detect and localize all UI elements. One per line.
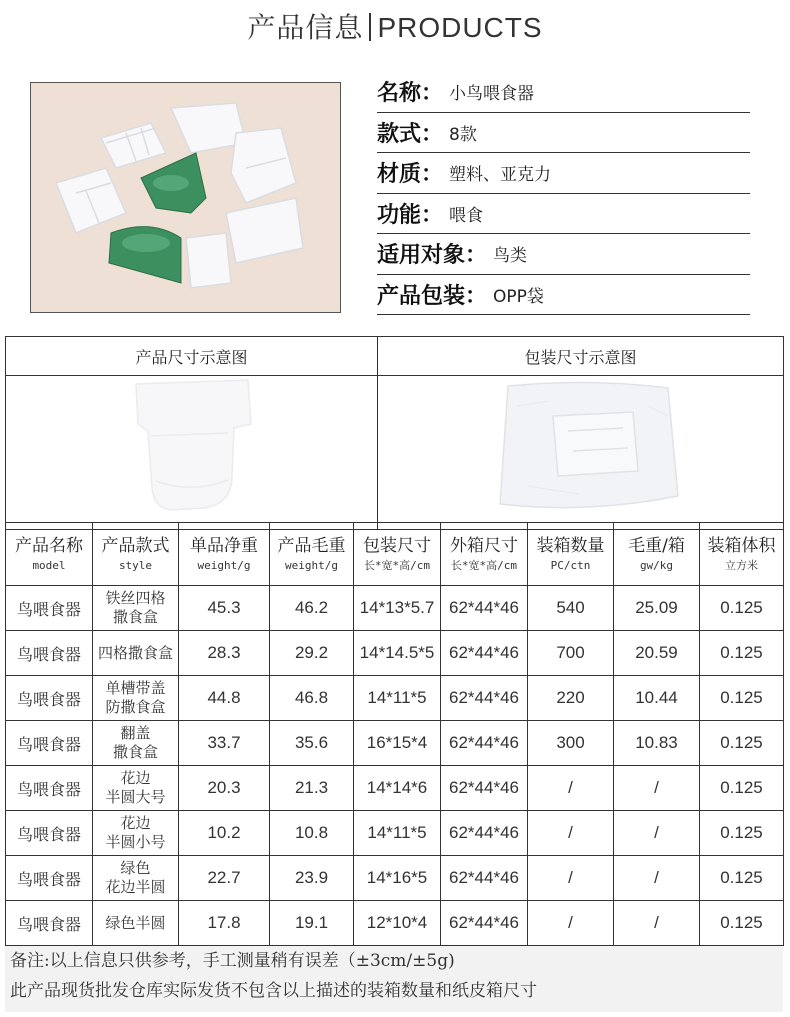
cell-volume: 0.125 [700,631,784,676]
cell-name: 鸟喂食器 [6,586,93,631]
cell-style: 花边 半圆大号 [93,766,179,811]
cell-package-size: 14*14*6 [354,766,441,811]
cell-gross-weight: 23.9 [270,856,354,901]
cell-net-weight: 45.3 [179,586,270,631]
cell-name: 鸟喂食器 [6,721,93,766]
info-label: 款式： [377,121,444,147]
cell-style: 绿色 花边半圆 [93,856,179,901]
cell-quantity: 300 [528,721,614,766]
specification-table [5,522,784,946]
table-header-row [6,523,784,586]
product-info [377,72,750,315]
cell-volume: 0.125 [700,721,784,766]
info-row [377,234,750,275]
column-header: 装箱数量 PC/ctn [528,523,614,586]
table-row [6,586,784,631]
table-row [6,766,784,811]
cell-net-weight: 22.7 [179,856,270,901]
cell-name: 鸟喂食器 [6,856,93,901]
package-dimension-illustration [378,376,784,525]
table-row [6,676,784,721]
info-row [377,72,750,113]
dimension-diagrams [5,336,784,530]
info-value: OPP袋 [493,286,544,307]
cell-name: 鸟喂食器 [6,676,93,721]
header-title-en: PRODUCTS [377,12,543,43]
cell-carton-weight: 10.44 [614,676,700,721]
column-header: 毛重/箱 gw/kg [614,523,700,586]
cell-package-size: 14*14.5*5 [354,631,441,676]
cell-style: 单槽带盖 防撒食盒 [93,676,179,721]
cell-carton-size: 62*44*46 [441,721,528,766]
note-line: 备注:以上信息只供参考，手工测量稍有误差（±3cm/±5g) [10,951,455,971]
cell-package-size: 14*13*5.7 [354,586,441,631]
table-row [6,631,784,676]
cell-volume: 0.125 [700,766,784,811]
cell-carton-size: 62*44*46 [441,856,528,901]
cell-volume: 0.125 [700,811,784,856]
info-label: 名称： [377,81,444,107]
cell-carton-size: 62*44*46 [441,676,528,721]
info-value: 8款 [449,124,477,145]
cell-net-weight: 28.3 [179,631,270,676]
table-row [6,811,784,856]
info-label: 材质： [377,162,444,188]
cell-quantity: 220 [528,676,614,721]
package-dimension-title: 包装尺寸示意图 [378,337,784,376]
cell-gross-weight: 19.1 [270,901,354,946]
cell-quantity: 540 [528,586,614,631]
cell-net-weight: 10.2 [179,811,270,856]
cell-carton-weight: / [614,901,700,946]
column-header: 单品净重 weight/g [179,523,270,586]
column-header: 包装尺寸 长*宽*高/cm [354,523,441,586]
cell-quantity: 700 [528,631,614,676]
cell-volume: 0.125 [700,901,784,946]
notes-section [5,946,783,1012]
cell-name: 鸟喂食器 [6,901,93,946]
cell-style: 四格撒食盒 [93,631,179,676]
cell-style: 翻盖 撒食盒 [93,721,179,766]
column-header: 产品款式 style [93,523,179,586]
header-title-cn: 产品信息 [247,11,364,44]
cell-name: 鸟喂食器 [6,766,93,811]
cell-gross-weight: 46.2 [270,586,354,631]
cell-quantity: / [528,856,614,901]
info-value: 塑料、亚克力 [449,165,552,186]
cell-carton-weight: / [614,856,700,901]
info-row [377,113,750,154]
cell-package-size: 12*10*4 [354,901,441,946]
cell-net-weight: 17.8 [179,901,270,946]
page-header [0,6,790,46]
cell-name: 鸟喂食器 [6,811,93,856]
cell-package-size: 16*15*4 [354,721,441,766]
cell-carton-size: 62*44*46 [441,766,528,811]
column-header: 外箱尺寸 长*宽*高/cm [441,523,528,586]
info-value: 小鸟喂食器 [449,84,535,105]
cell-net-weight: 20.3 [179,766,270,811]
cell-volume: 0.125 [700,856,784,901]
cell-carton-size: 62*44*46 [441,901,528,946]
package-dimension-image [378,376,784,530]
cell-carton-weight: / [614,766,700,811]
product-photo [30,82,341,313]
info-label: 适用对象： [377,243,488,269]
info-row [377,153,750,194]
cell-net-weight: 33.7 [179,721,270,766]
table-row [6,856,784,901]
cell-style: 花边 半圆小号 [93,811,179,856]
info-label: 产品包装： [377,283,488,309]
cell-carton-size: 62*44*46 [441,811,528,856]
cell-carton-size: 62*44*46 [441,631,528,676]
cell-package-size: 14*16*5 [354,856,441,901]
cell-gross-weight: 10.8 [270,811,354,856]
cell-quantity: / [528,901,614,946]
cell-style: 铁丝四格 撒食盒 [93,586,179,631]
product-photo-illustration [31,83,341,313]
cell-name: 鸟喂食器 [6,631,93,676]
column-header: 装箱体积 立方米 [700,523,784,586]
note-line: 此产品现货批发仓库实际发货不包含以上描述的装箱数量和纸皮箱尺寸 [10,981,537,1001]
table-row [6,901,784,946]
cell-style: 绿色半圆 [93,901,179,946]
info-row [377,275,750,316]
table-row [6,721,784,766]
info-value: 喂食 [449,205,484,226]
product-dimension-image [6,376,378,530]
header-divider [369,13,371,41]
info-label: 功能： [377,202,444,228]
cell-carton-weight: 25.09 [614,586,700,631]
column-header: 产品名称 model [6,523,93,586]
cell-carton-size: 62*44*46 [441,586,528,631]
cell-carton-weight: / [614,811,700,856]
cell-quantity: / [528,811,614,856]
product-dimension-title: 产品尺寸示意图 [6,337,378,376]
cell-carton-weight: 20.59 [614,631,700,676]
cell-gross-weight: 46.8 [270,676,354,721]
cell-package-size: 14*11*5 [354,811,441,856]
cell-volume: 0.125 [700,586,784,631]
cell-gross-weight: 29.2 [270,631,354,676]
cell-quantity: / [528,766,614,811]
product-dimension-illustration [6,376,378,525]
info-row [377,194,750,235]
column-header: 产品毛重 weight/g [270,523,354,586]
info-value: 鸟类 [493,246,528,267]
cell-volume: 0.125 [700,676,784,721]
cell-net-weight: 44.8 [179,676,270,721]
cell-gross-weight: 35.6 [270,721,354,766]
cell-gross-weight: 21.3 [270,766,354,811]
cell-carton-weight: 10.83 [614,721,700,766]
cell-package-size: 14*11*5 [354,676,441,721]
